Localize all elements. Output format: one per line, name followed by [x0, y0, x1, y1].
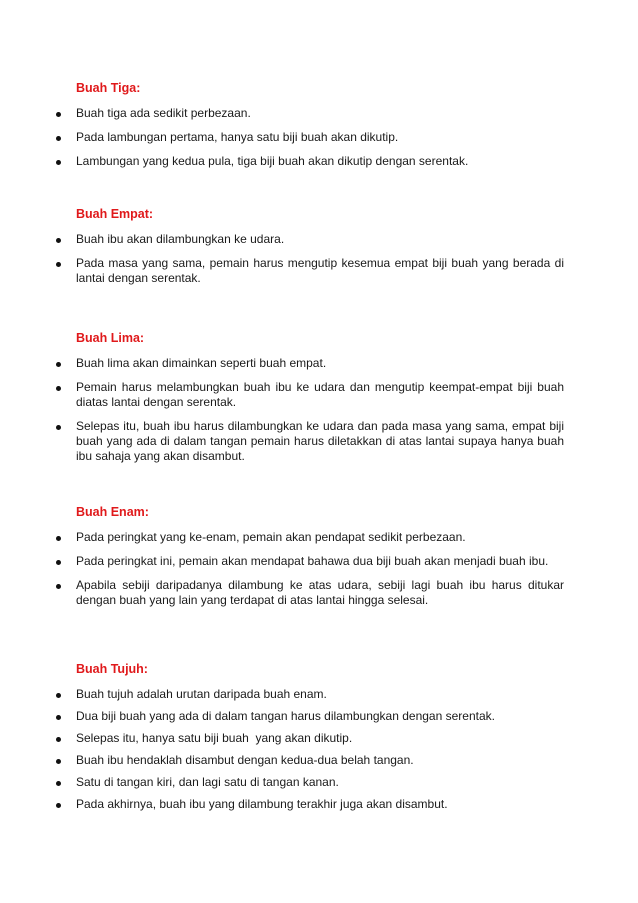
list-item-text: Buah lima akan dimainkan seperti buah empat. — [76, 356, 327, 370]
list-item — [54, 380, 564, 410]
bullet-icon — [56, 386, 61, 391]
list-item — [54, 232, 564, 247]
bullet-list — [54, 106, 564, 169]
bullet-icon — [56, 560, 61, 565]
bullet-icon — [56, 536, 61, 541]
bullet-icon — [56, 715, 61, 720]
bullet-icon — [56, 425, 61, 430]
list-item — [54, 419, 564, 464]
section-heading: Buah Enam: — [76, 505, 149, 519]
bullet-list — [54, 687, 564, 812]
list-item-text: Pada akhirnya, buah ibu yang dilambung terakhir juga akan disambut. — [76, 797, 448, 811]
list-item — [54, 731, 564, 746]
section-buah-tiga — [54, 80, 564, 169]
list-item — [54, 753, 564, 768]
bullet-icon — [56, 262, 61, 267]
list-item — [54, 106, 564, 121]
bullet-icon — [56, 737, 61, 742]
bullet-icon — [56, 160, 61, 165]
list-item — [54, 554, 564, 569]
list-item-text: Satu di tangan kiri, dan lagi satu di tangan kanan. — [76, 775, 339, 789]
list-item — [54, 530, 564, 545]
list-item-text: Pemain harus melambungkan buah ibu ke udara dan mengutip keempat-empat biji buah diatas lantai dengan serentak. — [76, 380, 564, 409]
bullet-icon — [56, 362, 61, 367]
list-item — [54, 775, 564, 790]
list-item-text: Selepas itu, hanya satu biji buah yang akan dikutip. — [76, 731, 353, 745]
list-item-text: Pada masa yang sama, pemain harus mengutip kesemua empat biji buah yang berada di lantai dengan serentak. — [76, 256, 564, 285]
bullet-icon — [56, 584, 61, 589]
section-buah-tujuh — [54, 661, 564, 812]
bullet-icon — [56, 803, 61, 808]
list-item-text: Apabila sebiji daripadanya dilambung ke atas udara, sebiji lagi buah ibu harus ditukar dengan buah yang lain yang terdapat di atas lantai hingga selesai. — [76, 578, 564, 607]
list-item-text: Buah tujuh adalah urutan daripada buah enam. — [76, 687, 327, 701]
list-item-text: Selepas itu, buah ibu harus dilambungkan ke udara dan pada masa yang sama, empat biji buah yang ada di dalam tangan pemain harus diletakkan di atas lantai supaya hanya buah ibu sahaja yang akan disambut. — [76, 419, 564, 463]
list-item — [54, 130, 564, 145]
list-item-text: Pada peringkat ini, pemain akan mendapat bahawa dua biji buah akan menjadi buah ibu. — [76, 554, 549, 568]
list-item-text: Buah ibu akan dilambungkan ke udara. — [76, 232, 285, 246]
section-buah-empat — [54, 206, 564, 286]
bullet-list — [54, 356, 564, 464]
section-heading: Buah Tujuh: — [76, 662, 148, 676]
list-item — [54, 687, 564, 702]
section-heading: Buah Lima: — [76, 331, 145, 345]
section-heading: Buah Tiga: — [76, 81, 141, 95]
list-item — [54, 356, 564, 371]
bullet-icon — [56, 759, 61, 764]
list-item-text: Buah ibu hendaklah disambut dengan kedua-dua belah tangan. — [76, 753, 414, 767]
list-item-text: Dua biji buah yang ada di dalam tangan harus dilambungkan dengan serentak. — [76, 709, 495, 723]
list-item — [54, 709, 564, 724]
list-item-text: Pada peringkat yang ke-enam, pemain akan pendapat sedikit perbezaan. — [76, 530, 466, 544]
section-buah-enam — [54, 504, 564, 608]
bullet-icon — [56, 781, 61, 786]
bullet-list — [54, 232, 564, 286]
bullet-icon — [56, 112, 61, 117]
section-heading: Buah Empat: — [76, 207, 154, 221]
section-buah-lima — [54, 330, 564, 464]
list-item — [54, 578, 564, 608]
list-item — [54, 256, 564, 286]
bullet-icon — [56, 238, 61, 243]
bullet-icon — [56, 136, 61, 141]
list-item — [54, 154, 564, 169]
list-item-text: Pada lambungan pertama, hanya satu biji buah akan dikutip. — [76, 130, 399, 144]
bullet-icon — [56, 693, 61, 698]
list-item-text: Lambungan yang kedua pula, tiga biji buah akan dikutip dengan serentak. — [76, 154, 469, 168]
list-item-text: Buah tiga ada sedikit perbezaan. — [76, 106, 251, 120]
list-item — [54, 797, 564, 812]
bullet-list — [54, 530, 564, 608]
